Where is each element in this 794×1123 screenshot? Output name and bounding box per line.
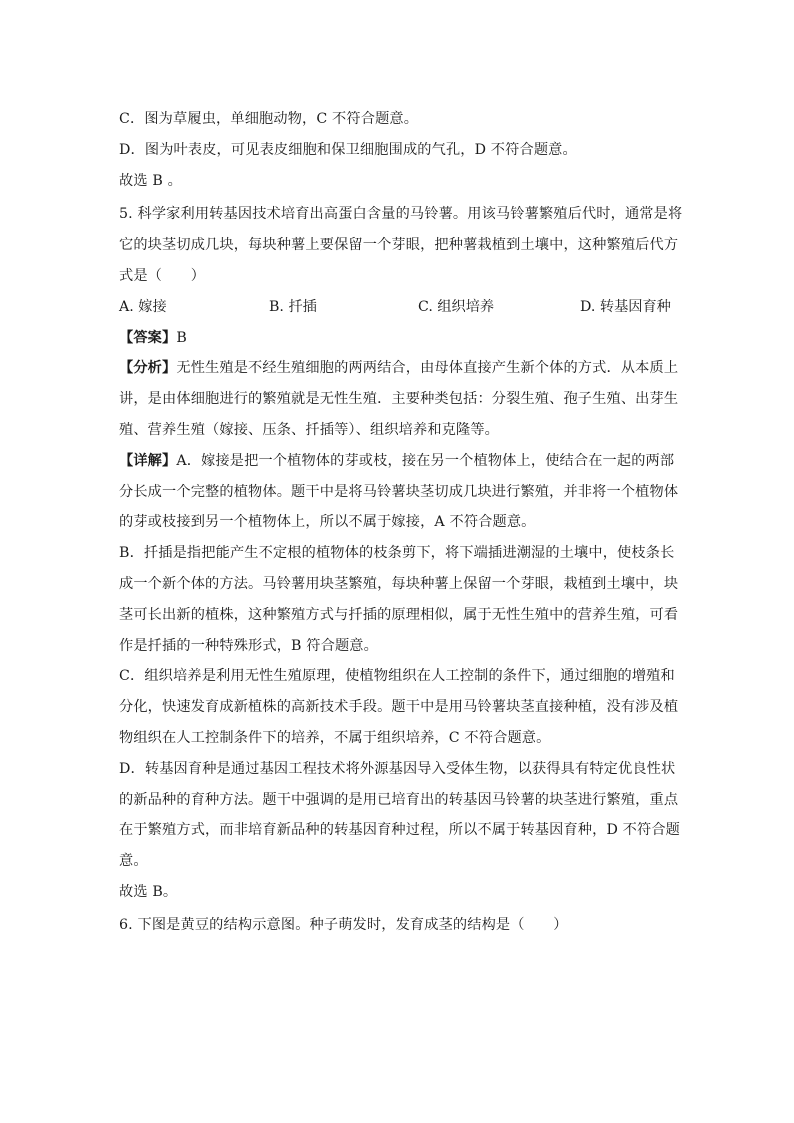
q5-detail-line-2: 分长成一个完整的植物体。题干中是将马铃薯块茎切成几块进行繁殖，并非将一个植物体 — [119, 483, 679, 500]
q5-detail-line-3: 的芽或枝接到另一个植物体上，所以不属于嫁接，A 不符合题意。 — [119, 514, 536, 531]
q5-analysis-line-1 — [119, 353, 679, 384]
q5-detail-line-8: C．组织培养是利用无性生殖原理，使植物组织在人工控制的条件下，通过细胞的增殖和 — [119, 668, 675, 685]
q5-analysis-line-3: 殖、营养生殖（嫁接、压条、扦插等）、组织培养和克隆等。 — [119, 421, 500, 438]
analysis-text: 无性生殖是不经生殖细胞的两两结合，由母体直接产生新个体的方式．从本质上 — [176, 360, 679, 377]
q5-stem-line-3: 式是（ ） — [119, 267, 206, 284]
q5-detail-line-12: 的新品种的育种方法。题干中强调的是用已培育出的转基因马铃薯的块茎进行繁殖，重点 — [119, 791, 679, 808]
q4-conclusion: 故选 B 。 — [119, 172, 182, 189]
q5-detail-line-4: B．扦插是指把能产生不定根的植物体的枝条剪下，将下端插进潮湿的土壤中，使枝条长 — [119, 545, 675, 562]
q5-option-a: A. 嫁接 — [119, 298, 167, 315]
q5-analysis-line-2: 讲，是由体细胞进行的繁殖就是无性生殖．主要种类包括：分裂生殖、孢子生殖、出芽生 — [119, 391, 679, 408]
q4-option-c-explanation: C．图为草履虫，单细胞动物，C 不符合题意。 — [119, 111, 419, 127]
q5-detail-line-6: 茎可长出新的植株，这种繁殖方式与扦插的原理相似，属于无性生殖中的营养生殖，可看 — [119, 606, 679, 623]
detail-text: A．嫁接是把一个植物体的芽或枝，接在另一个植物体上，使结合在一起的两部 — [176, 452, 675, 469]
q5-detail-line-9: 分化，快速发育成新植株的高新技术手段。题干中是用马铃薯块茎直接种植，没有涉及植 — [119, 699, 679, 716]
q6-stem: 6. 下图是黄豆的结构示意图。种子萌发时，发育成茎的结构是（ ） — [119, 916, 568, 933]
q5-detail-line-10: 物组织在人工控制条件下的培养，不属于组织培养，C 不符合题意。 — [119, 729, 551, 746]
q5-detail-line-13: 在于繁殖方式，而非培育新品种的转基因育种过程，所以不属于转基因育种，D 不符合题 — [119, 822, 681, 839]
q5-conclusion: 故选 B。 — [119, 883, 178, 900]
analysis-tag: 【分析】 — [119, 360, 177, 377]
q4-option-d-explanation: D．图为叶表皮，可见表皮细胞和保卫细胞围成的气孔，D 不符合题意。 — [119, 141, 577, 158]
detail-tag: 【详解】 — [119, 452, 177, 469]
answer-value: B — [176, 329, 187, 346]
answer-tag: 【答案】 — [119, 329, 177, 346]
q5-detail-line-5: 成一个新个体的方法。马铃薯用块茎繁殖，每块种薯上保留一个芽眼，栽植到土壤中，块 — [119, 575, 679, 592]
q5-option-c: C. 组织培养 — [418, 298, 495, 315]
q5-detail-line-1 — [119, 446, 674, 477]
q5-option-b: B. 扦插 — [269, 298, 317, 315]
q5-answer — [119, 323, 674, 354]
q5-stem-line-2: 它的块茎切成几块，每块种薯上要保留一个芽眼，把种薯栽植到土壤中，这种繁殖后代方 — [119, 237, 679, 254]
q5-stem-line-1: 5. 科学家利用转基因技术培育出高蛋白含量的马铃薯。用该马铃薯繁殖后代时，通常是将 — [119, 206, 683, 223]
q5-detail-line-7: 作是扦插的一种特殊形式，B 符合题意。 — [119, 637, 378, 654]
q5-detail-line-14: 意。 — [119, 853, 148, 870]
q5-detail-line-11: D．转基因育种是通过基因工程技术将外源基因导入受体生物，以获得具有特定优良性状 — [119, 760, 676, 777]
q5-option-d: D. 转基因育种 — [580, 298, 671, 315]
q5-options — [119, 292, 674, 323]
